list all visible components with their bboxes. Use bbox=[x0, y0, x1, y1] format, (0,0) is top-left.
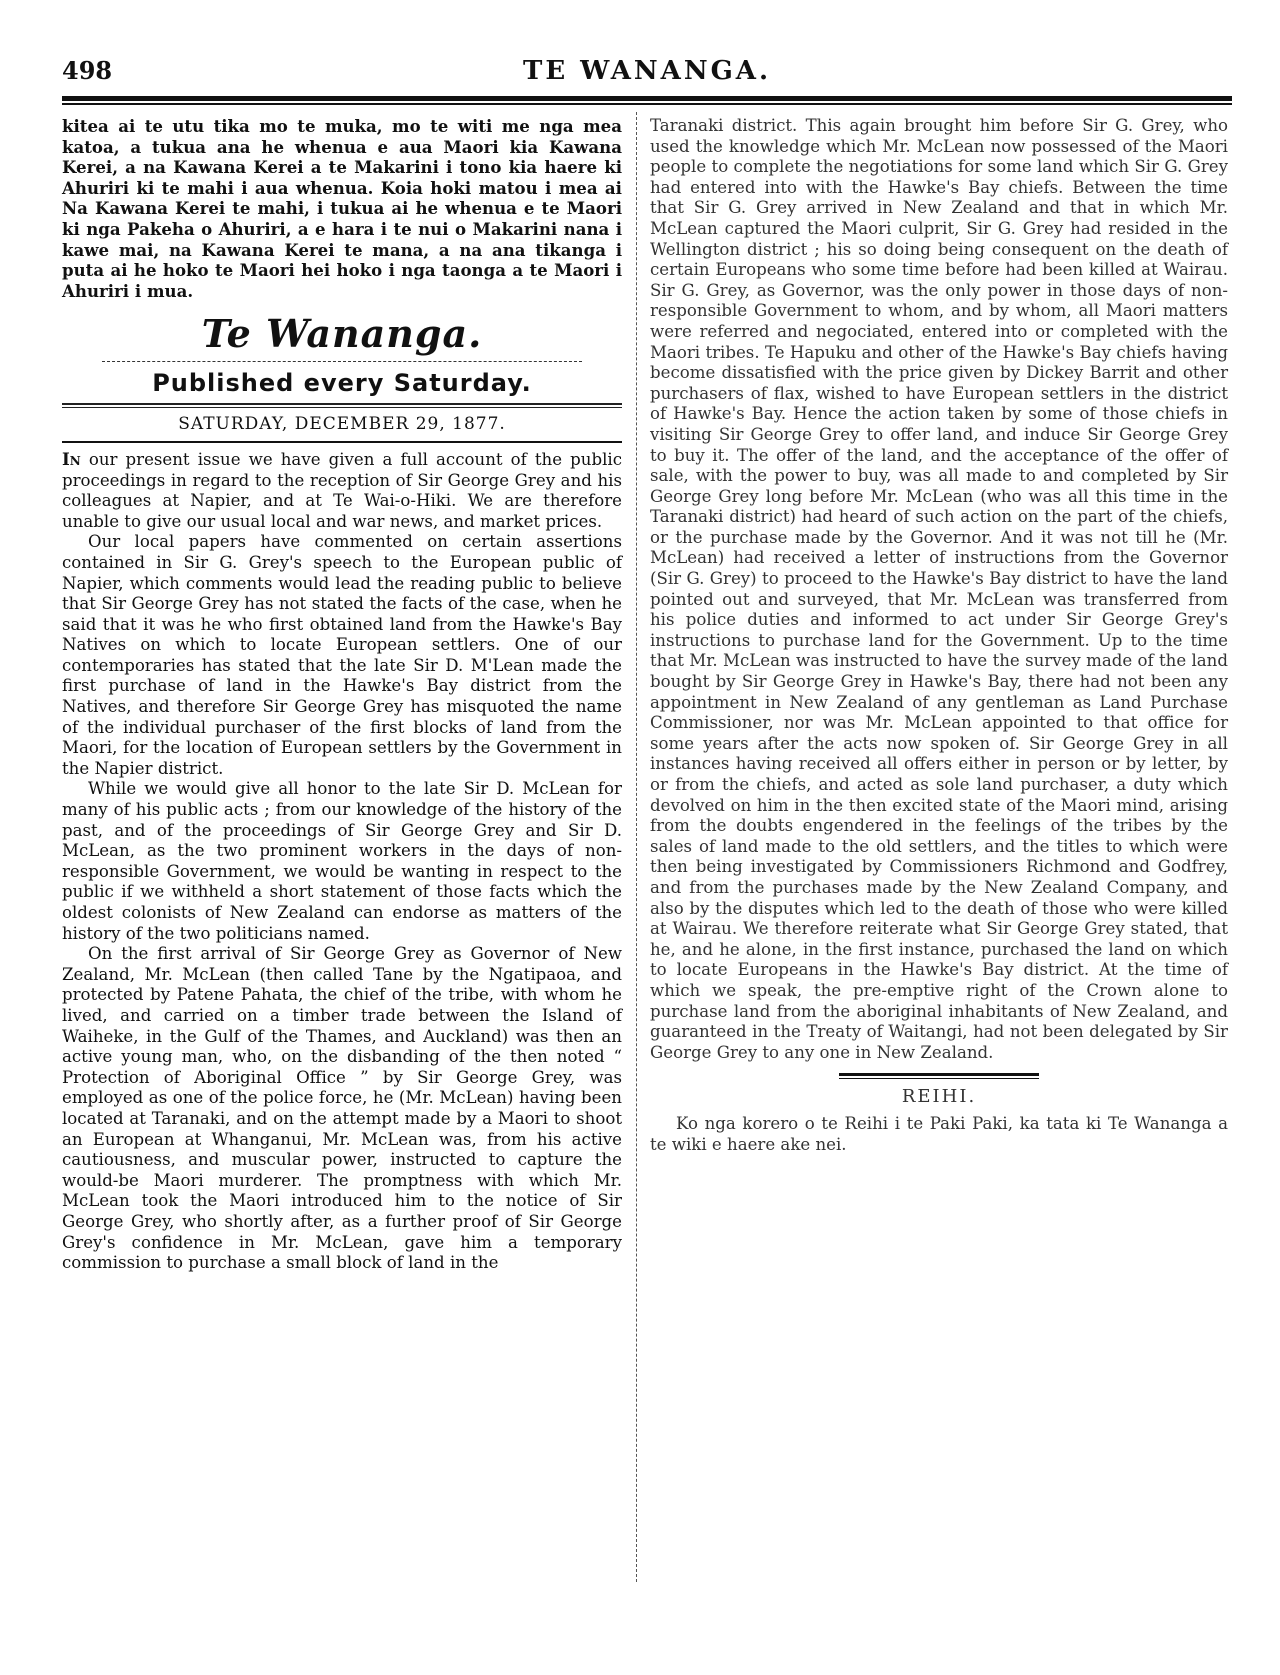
editorial-paragraph-3: While we would give all honor to the late Sir D. McLean for many of his public acts ; from our knowledge of the history of the past, and of the proceedings of Sir George Grey and Sir D. McLean, as the two prominent workers in the days of non-responsible Government, we would be wanting in respect to the public if we withheld a short statement of those facts which the oldest colonists of New Zealand can endorse as matters of the history of the two politicians named. bbox=[62, 779, 622, 943]
right-column bbox=[650, 116, 1228, 1155]
dateline: SATURDAY, DECEMBER 29, 1877. bbox=[178, 414, 506, 435]
dateline-rule bbox=[62, 441, 622, 443]
header-rule bbox=[62, 96, 1232, 101]
paragraph-lead-word: In bbox=[62, 448, 81, 469]
reihi-notice: Ko nga korero o te Reihi i te Paki Paki, ka tata ki Te Wananga a te wiki e haere ake nei. bbox=[650, 1113, 1228, 1154]
left-column bbox=[62, 116, 622, 1274]
editorial-paragraph-4: On the first arrival of Sir George Grey as Governor of New Zealand, Mr. McLean (then called Tane by the Ngatipaoa, and protected by Patene Pahata, the chief of the tribe, with whom he lived, and carried on a timber trade between the Island of Waiheke, in the Gulf of the Thames, and Auckland) was then an active young man, who, on the disbanding of the then noted “ Protection of Aboriginal Office ” by Sir George Grey, was employed as one of the police force, he (Mr. McLean) having been located at Taranaki, and on the attempt made by a Maori to shoot an European at Whanganui, Mr. McLean was, from his active cautiousness, and muscular power, instructed to capture the would-be Maori murderer. The promptness with which Mr. McLean took the Maori introduced him to the notice of Sir George Grey, who shortly after, as a further proof of Sir George Grey's confidence in Mr. McLean, gave him a temporary commission to purchase a small block of land in the bbox=[62, 944, 622, 1273]
running-masthead: TE WANANGA. bbox=[522, 56, 772, 86]
editorial-paragraph-1 bbox=[62, 449, 622, 532]
title-rule bbox=[102, 361, 582, 363]
published-line: Published every Saturday. bbox=[152, 369, 532, 398]
editorial-paragraph-2: Our local papers have commented on certain assertions contained in Sir G. Grey's speech to the European public of Napier, which comments would lead the reading public to believe that Sir George Grey has not stated the facts of the case, when he said that it was he who first obtained land from the Hawke's Bay Natives on which to locate European settlers. One of our contemporaries has stated that the late Sir D. M'Lean made the first purchase of land in the Hawke's Bay district from the Natives, and therefore Sir George Grey has misquoted the name of the individual purchaser of the first blocks of land from the Maori, for the location of European settlers by the Government in the Napier district. bbox=[62, 532, 622, 778]
editorial-continuation: Taranaki district. This again brought him before Sir G. Grey, who used the knowledge which Mr. McLean now possessed of the Maori people to complete the negotiations for some land which Sir G. Grey had entered into with the Hawke's Bay chiefs. Between the time that Sir G. Grey arrived in New Zealand and that in which Mr. McLean captured the Maori culprit, Sir G. Grey had resided in the Wellington district ; his so doing being consequent on the death of certain Europeans who some time before had been killed at Wairau. Sir G. Grey, as Governor, was the only power in those days of non-responsible Government to whom, and by whom, all Maori matters were referred and negociated, entered into or completed with the Maori tribes. Te Hapuku and other of the Hawke's Bay chiefs having become dissatisfied with the price given by Dickey Barrit and other purchasers of flax, wished to have European settlers in the district of Hawke's Bay. Hence the action taken by some of those chiefs in visiting Sir George Grey to offer land, and induce Sir George Grey to buy it. The offer of the land, and the acceptance of the offer of sale, with the power to buy, was all made to and completed by Sir George Grey long before Mr. McLean (who was all this time in the Taranaki district) had heard of such action on the part of the chiefs, or the purchase made by the Governor. And it was not till he (Mr. McLean) had received a letter of instructions from the Governor (Sir G. Grey) to proceed to the Hawke's Bay district to have the land pointed out and surveyed, that Mr. McLean was transferred from his police duties and informed to act under Sir George Grey's instructions to purchase land for the Government. Up to the time that Mr. McLean was instructed to have the survey made of the land bought by Sir George Grey in Hawke's Bay, there had not been any appointment in New Zealand of any gentleman as Land Purchase Commissioner, nor was Mr. McLean appointed to that office for some years after the acts now spoken of. Sir George Grey in all instances having received all offers either in person or by letter, by or from the chiefs, and acted as sole land purchaser, a duty which devolved on him in the then excited state of the Maori mind, arising from the doubts engendered in the feelings of the tribes by the sales of land made to the old settlers, and the titles to which were then being investigated by Commissioners Richmond and Godfrey, and from the purchases made by the New Zealand Company, and also by the disputes which led to the death of those who were killed at Wairau. We therefore reiterate what Sir George Grey stated, that he, and he alone, in the first instance, purchased the land on which to locate Europeans in the Hawke's Bay district. At the time of which we speak, the pre-emptive right of the Crown alone to purchase land from the aboriginal inhabitants of New Zealand, and guaranteed in the Treaty of Waitangi, had not been delegated by Sir George Grey to any one in New Zealand. bbox=[650, 116, 1228, 1062]
reihi-rule bbox=[839, 1073, 1039, 1079]
reihi-heading: REIHI. bbox=[901, 1086, 977, 1108]
page-number: 498 bbox=[62, 56, 113, 85]
header-rule-thin bbox=[62, 103, 1232, 105]
editorial-masthead bbox=[62, 311, 622, 408]
editorial-paragraph-1-text: our present issue we have given a full account of the public proceedings in regard to the reception of Sir George Grey and his colleagues at Napier, and at Te Wai-o-Hiki. We are therefore unable to give our usual local and war news, and market prices. bbox=[62, 449, 622, 531]
published-rule bbox=[62, 403, 622, 408]
maori-opening-paragraph: kitea ai te utu tika mo te muka, mo te witi me nga mea katoa, a tukua ana he whenua e aua Maori kia Kawana Kerei, a na Kawana Kerei a te Makarini i tono kia haere ki Ahuriri ki te mahi i aua whenua. Koia hoki matou i mea ai Na Kawana Kerei te mahi, i tukua ai he whenua e te Maori ki nga Pakeha o Ahuriri, a e hara i te nui o Makarini nana i kawe mai, na Kawana Kerei te mana, a na ana tikanga i puta ai he hoko te Maori hei hoko i nga taonga a te Maori i Ahuriri i mua. bbox=[62, 116, 622, 301]
page-header bbox=[62, 56, 1232, 90]
paper-title: Te Wananga. bbox=[201, 311, 483, 357]
column-divider bbox=[636, 112, 638, 1582]
